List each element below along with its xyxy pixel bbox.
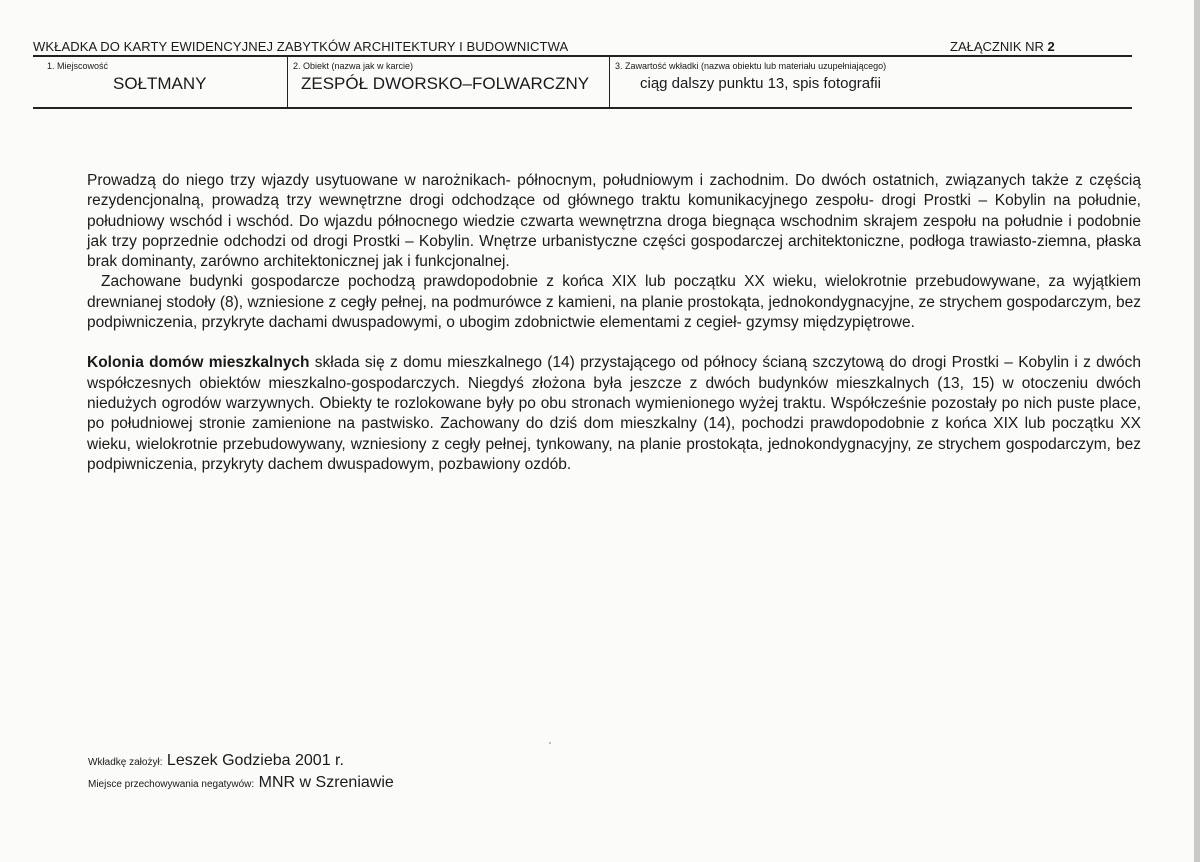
residential-colony-text: składa się z domu mieszkalnego (14) przystającego od północy ścianą szczytową do drogi Prostki – Kobylin i z dwóch współczesnych obiektów mieszkalno-gospodarczych. Niegdyś złożona była jeszcze z dwóch budynków mieszkalnych (13, 15) w otoczeniu dwóch niedużych ogrodów warzywnych. Obiekty te rozlokowane były po obu stronach wymienionego wyżej traktu. Współcześnie pozostały po nich puste place, po południowej stronie zamienione na pastwisko. Zachowany do dziś dom mieszkalny (14), pochodzi prawdopodobnie z końca XIX lub początku XX wieku, wielokrotnie przebudowywany, wzniesiony z cegły pełnej, tynkowany, na planie prostokąta, jednokondygnacyjny, ze strychem gospodarczym, bez podpiwniczenia, przykryty dachem dwuspadowym, pozbawiony ozdób. <box>87 354 1141 473</box>
contents-value: ciąg dalszy punktu 13, spis fotografii <box>640 75 881 92</box>
scan-speck <box>549 742 551 744</box>
header-title: WKŁADKA DO KARTY EWIDENCYJNEJ ZABYTKÓW ARCHITEKTURY I BUDOWNICTWA <box>33 39 569 54</box>
paragraph-residential-colony <box>87 353 1141 475</box>
annex-number <box>950 39 1055 54</box>
annex-label: ZAŁĄCZNIK NR <box>950 39 1044 54</box>
author-value: Leszek Godzieba 2001 r. <box>166 752 344 769</box>
residential-colony-heading: Kolonia domów mieszkalnych <box>87 354 310 372</box>
description-body <box>87 171 1141 475</box>
storage-label: Miejsce przechowywania negatywów: <box>88 779 255 790</box>
object-label: 2. Obiekt (nazwa jak w karcie) <box>293 61 414 71</box>
storage-value: MNR w Szreniawie <box>258 774 394 791</box>
paragraph-entrances: Prowadzą do niego trzy wjazdy usytuowane w narożnikach- północnym, południowym i zachodnim. Do dwóch ostatnich, związanych także z częścią rezydencjonalną, prowadzą trzy wewnętrzne drogi odchodzące od głównego traktu komunikacyjnego zespołu- drogi Prostki – Kobylin na południe, południowy wschód i wschód. Do wjazdu północnego wiedzie czwarta wewnętrzna droga biegnąca wschodnim skrajem zespołu na południe i podobnie jak trzy poprzednie odchodzi od drogi Prostki – Kobylin. Wnętrze urbanistyczne części gospodarczej architektoniczne, podłoga trawiasto-ziemna, płaska brak dominanty, zarówno architektonicznej jak i funkcjonalnej. <box>87 172 1141 271</box>
storage-line <box>88 774 394 792</box>
field-divider-2 <box>609 57 610 107</box>
field-divider-1 <box>287 57 288 107</box>
author-line <box>88 752 344 770</box>
locality-value: SOŁTMANY <box>113 74 207 93</box>
header-top-rule <box>33 55 1132 57</box>
header-bottom-rule <box>33 107 1132 109</box>
annex-number-value: 2 <box>1047 39 1055 54</box>
scan-edge <box>1194 0 1200 862</box>
contents-label: 3. Zawartość wkładki (nazwa obiektu lub materiału uzupełniającego) <box>615 61 887 71</box>
locality-label: 1. Miejscowość <box>47 61 109 71</box>
object-value: ZESPÓŁ DWORSKO–FOLWARCZNY <box>301 74 590 93</box>
author-label: Wkładkę założył: <box>88 757 163 768</box>
paragraph-farm-buildings: Zachowane budynki gospodarcze pochodzą prawdopodobnie z końca XIX lub początku XX wieku, wielokrotnie przebudowywane, za wyjątkiem drewnianej stodoły (8), wzniesione z cegły pełnej, na podmurówce z kamieni, na planie prostokąta, jednokondygnacyjne, ze strychem gospodarczym, bez podpiwniczenia, przykryte dachami dwuspadowymi, o ubogim zdobnictwie elementami z cegieł- gzymsy międzypiętrowe. <box>87 273 1141 332</box>
